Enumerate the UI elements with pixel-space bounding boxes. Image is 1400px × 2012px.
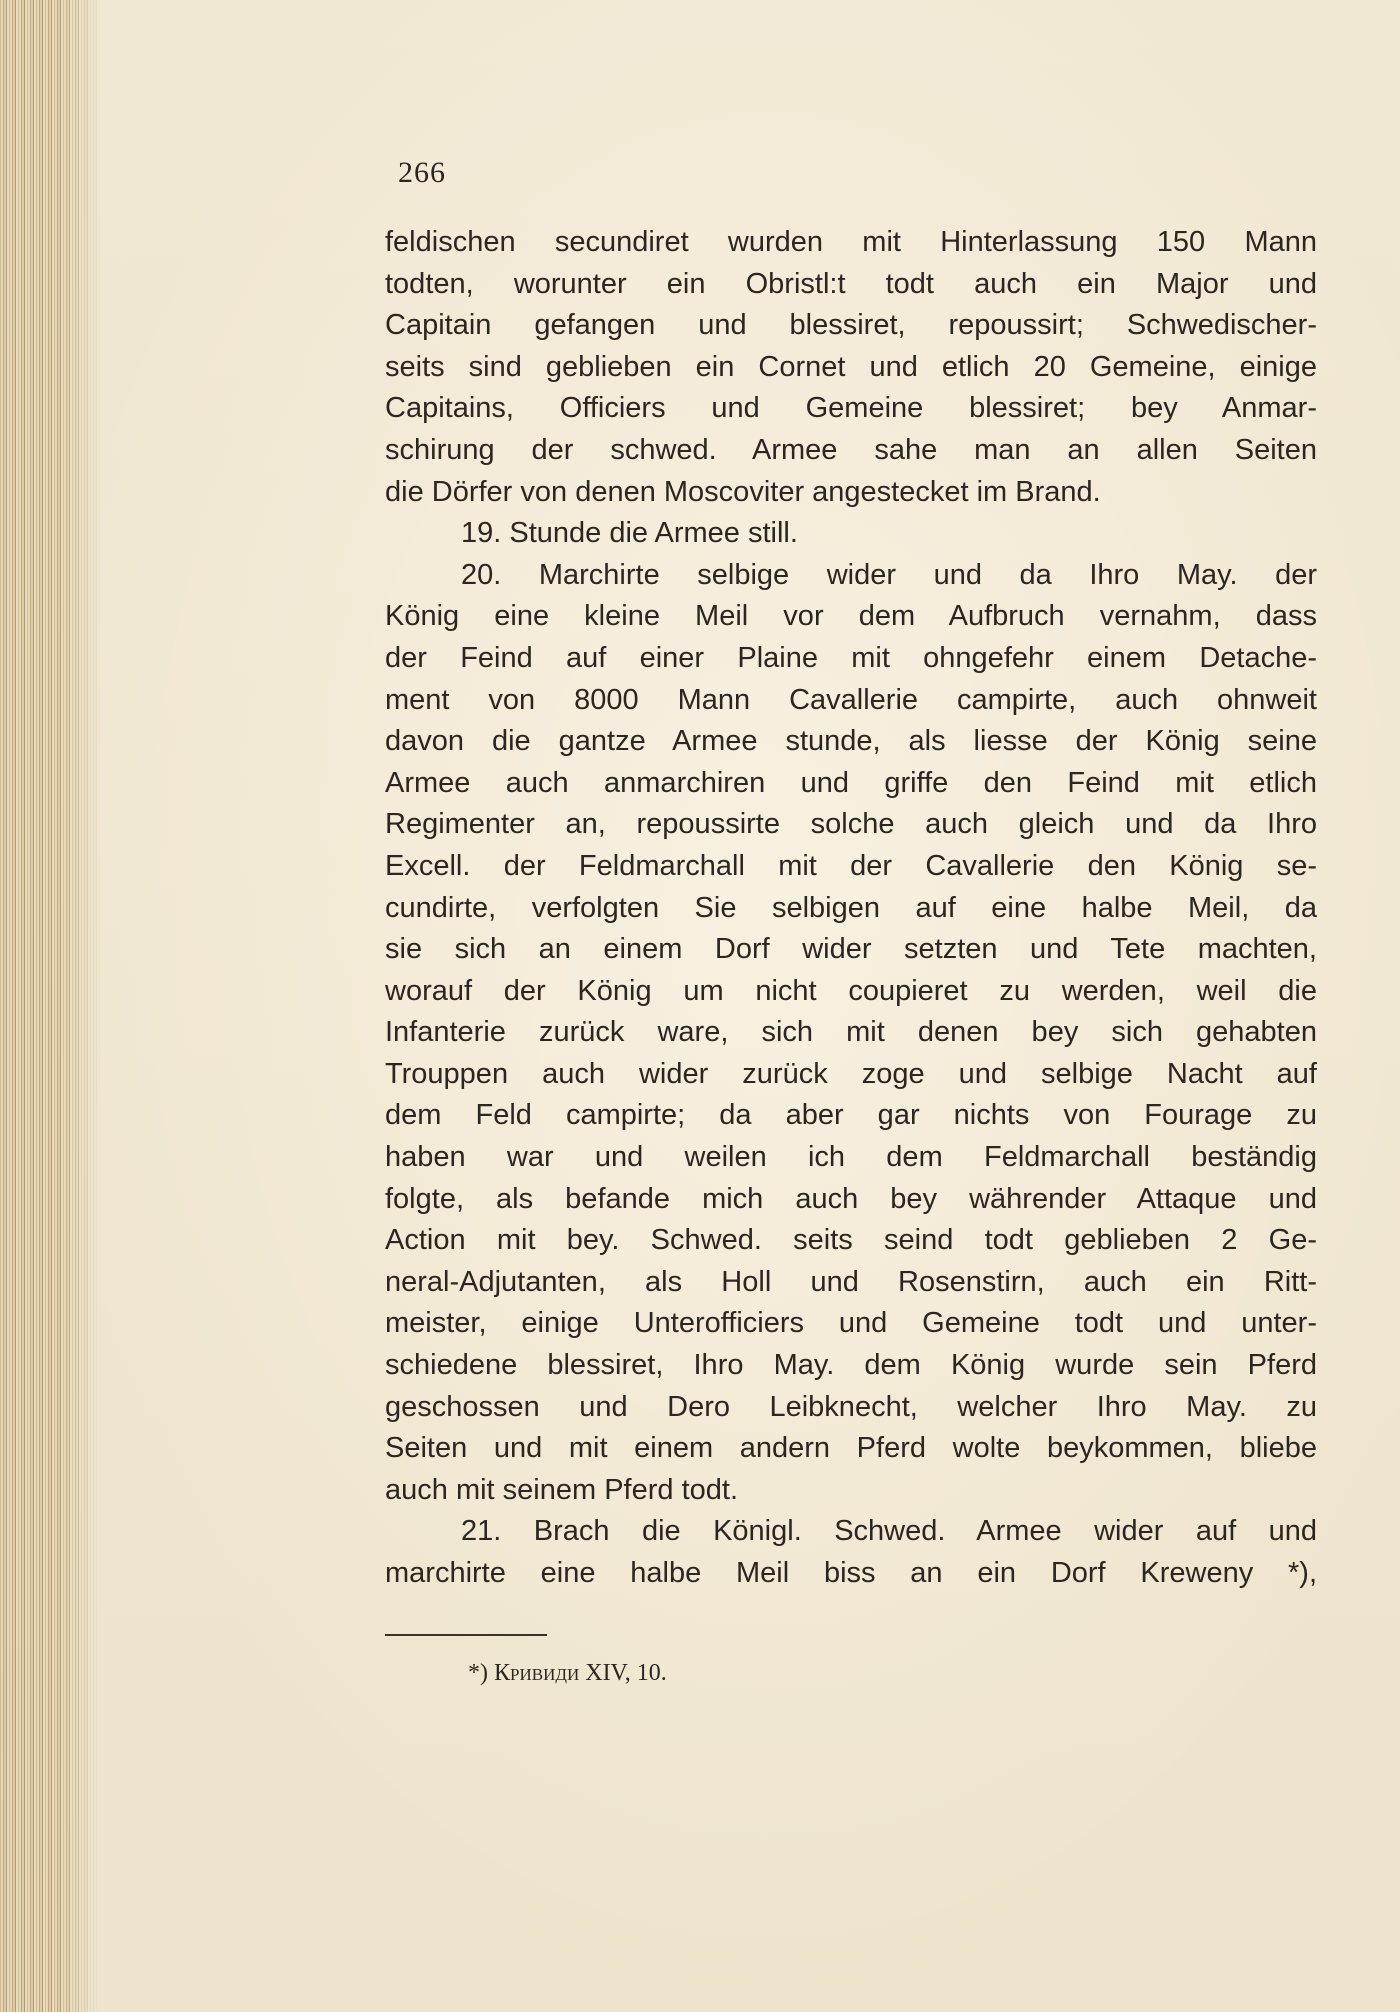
text-line: sie sich an einem Dorf wider setzten und Tete machten, — [385, 933, 1317, 966]
text-line: 21. Brach die Königl. Schwed. Armee wider auf und — [461, 1515, 1317, 1548]
text-line: der Feind auf einer Plaine mit ohngefehr einem Detache- — [385, 641, 1317, 674]
footnote-divider — [385, 1634, 547, 1636]
text-line: 19. Stunde die Armee still. — [461, 517, 798, 550]
text-line: Excell. der Feldmarchall mit der Cavallerie den König se- — [385, 849, 1317, 882]
text-line: geschossen und Dero Leibknecht, welcher Ihro May. zu — [385, 1390, 1317, 1423]
text-line: neral-Adjutanten, als Holl und Rosenstirn, auch ein Ritt- — [385, 1265, 1317, 1298]
footnote-reference: Кривиди — [494, 1660, 580, 1686]
page-number: 266 — [398, 156, 446, 189]
text-line: Seiten und mit einem andern Pferd wolte beykommen, bliebe — [385, 1432, 1317, 1465]
text-line: seits sind geblieben ein Cornet und etlich 20 Gemeine, einige — [385, 350, 1317, 383]
text-line: folgte, als befande mich auch bey währender Attaque und — [385, 1182, 1317, 1215]
footnote — [468, 1660, 667, 1687]
text-line: Capitains, Officiers und Gemeine blessiret; bey Anmar- — [385, 392, 1317, 425]
text-line: schiedene blessiret, Ihro May. dem König wurde sein Pferd — [385, 1349, 1317, 1382]
text-line: todten, worunter ein Obristl:t todt auch ein Major und — [385, 267, 1317, 300]
text-line: feldischen secundiret wurden mit Hinterlassung 150 Mann — [385, 226, 1317, 258]
book-page-edges — [0, 0, 100, 2012]
text-line: Trouppen auch wider zurück zoge und selbige Nacht auf — [385, 1057, 1317, 1090]
footnote-citation: XIV, 10. — [585, 1660, 667, 1686]
footnote-marker: *) — [468, 1660, 488, 1686]
text-line: Capitain gefangen und blessiret, repoussirt; Schwedischer- — [385, 309, 1317, 342]
text-line: haben war und weilen ich dem Feldmarchall beständig — [385, 1141, 1317, 1174]
text-line: schirung der schwed. Armee sahe man an allen Seiten — [385, 433, 1317, 466]
text-line: König eine kleine Meil vor dem Aufbruch vernahm, dass — [385, 600, 1317, 633]
text-line: auch mit seinem Pferd todt. — [385, 1473, 738, 1506]
text-line: dem Feld campirte; da aber gar nichts von Fourage zu — [385, 1099, 1317, 1132]
text-line: Infanterie zurück ware, sich mit denen bey sich gehabten — [385, 1016, 1317, 1049]
text-line: Armee auch anmarchiren und griffe den Feind mit etlich — [385, 766, 1317, 799]
text-line: die Dörfer von denen Moscoviter angestecket im Brand. — [385, 475, 1101, 508]
text-line: meister, einige Unterofficiers und Gemeine todt und unter- — [385, 1307, 1317, 1340]
text-line: cundirte, verfolgten Sie selbigen auf eine halbe Meil, da — [385, 891, 1317, 924]
text-line: marchirte eine halbe Meil biss an ein Dorf Kreweny *), — [385, 1557, 1317, 1589]
text-line: Action mit bey. Schwed. seits seind todt geblieben 2 Ge- — [385, 1224, 1317, 1257]
text-line: 20. Marchirte selbige wider und da Ihro May. der — [461, 558, 1317, 591]
text-line: davon die gantze Armee stunde, als liesse der König seine — [385, 725, 1317, 758]
text-line: ment von 8000 Mann Cavallerie campirte, auch ohnweit — [385, 683, 1317, 716]
text-line: Regimenter an, repoussirte solche auch gleich und da Ihro — [385, 808, 1317, 841]
body-text — [385, 222, 1317, 1595]
text-line: worauf der König um nicht coupieret zu werden, weil die — [385, 974, 1317, 1007]
